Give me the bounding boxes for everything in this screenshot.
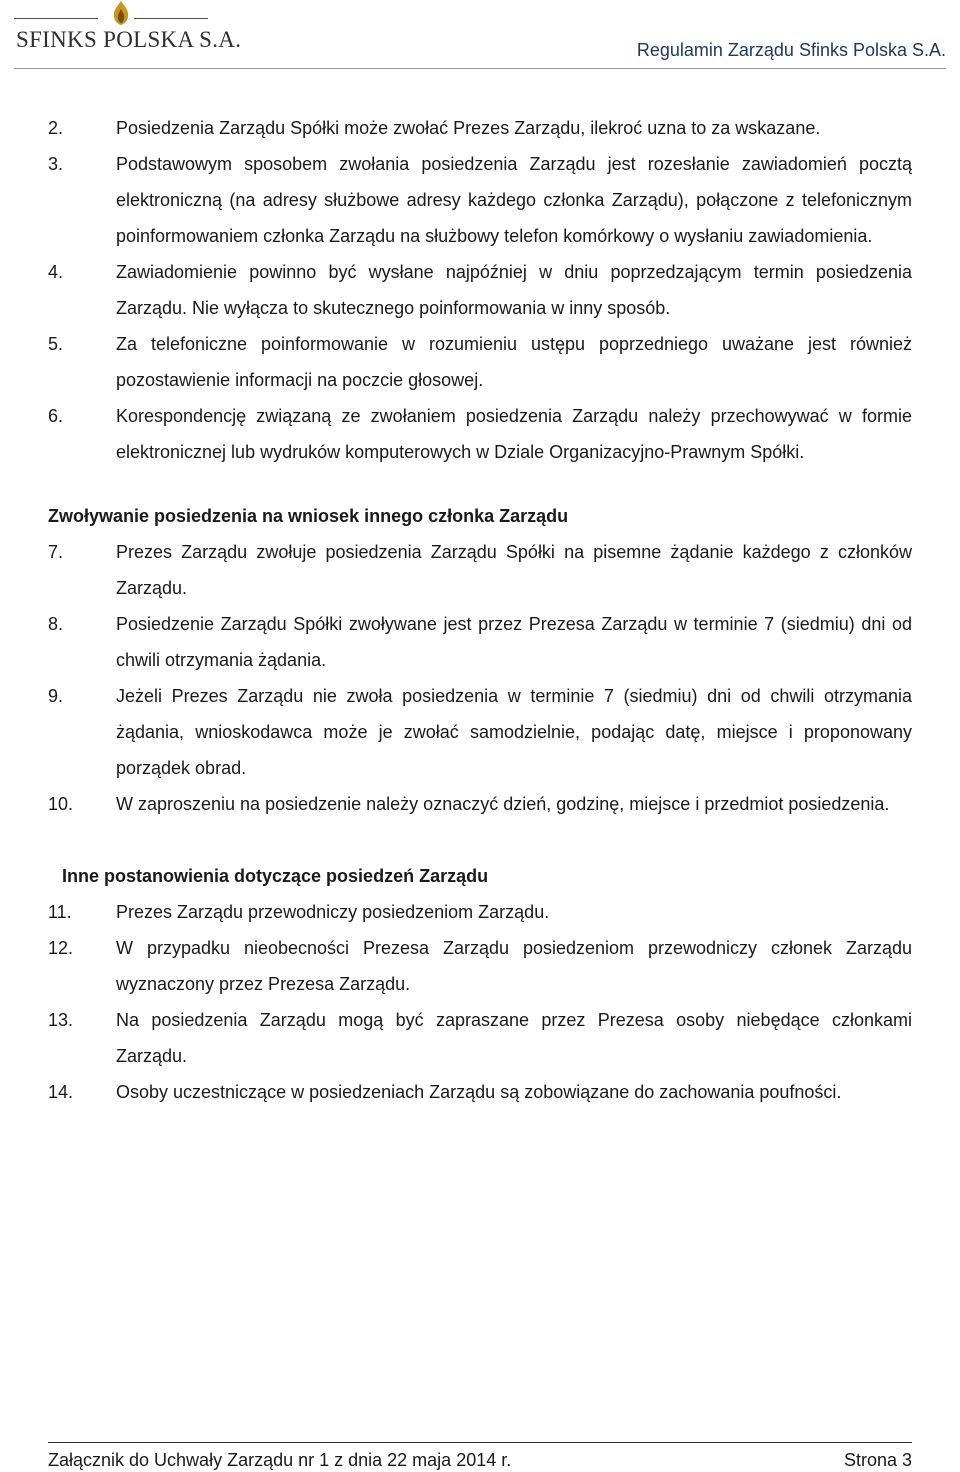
footer-divider (48, 1442, 912, 1443)
logo-text: SFINKS POLSKA S.A. (16, 27, 242, 52)
list-item (48, 894, 912, 930)
item-text: Posiedzenie Zarządu Spółki zwoływane jest przez Prezesa Zarządu w terminie 7 (siedmiu) dni od chwili otrzymania żądania. (116, 614, 912, 670)
item-number: 14. (48, 1082, 74, 1102)
item-text: W przypadku nieobecności Prezesa Zarządu posiedzeniom przewodniczy członek Zarządu wyznaczony przez Prezesa Zarządu. (116, 938, 912, 994)
item-number: 4. (48, 262, 64, 282)
item-number: 11. (48, 902, 72, 922)
item-text: Jeżeli Prezes Zarządu nie zwoła posiedzenia w terminie 7 (siedmiu) dni od chwili otrzymania żądania, wnioskodawca może je zwołać samodzielnie, podając datę, miejsce i proponowany porządek obrad. (116, 686, 912, 778)
item-number: 8. (48, 614, 64, 634)
item-number: 9. (48, 686, 64, 706)
list-item (48, 786, 912, 822)
item-number: 7. (48, 542, 64, 562)
page-number: Strona 3 (843, 1450, 912, 1470)
document-title: Regulamin Zarządu Sfinks Polska S.A. (636, 40, 946, 60)
list-item (48, 326, 912, 398)
section-list-b (48, 534, 912, 822)
item-text: Osoby uczestniczące w posiedzeniach Zarządu są zobowiązane do zachowania poufności. (116, 1082, 842, 1102)
item-text: Podstawowym sposobem zwołania posiedzenia Zarządu jest rozesłanie zawiadomień pocztą elektroniczną (na adresy służbowe adresy każdego członka Zarządu), połączone z telefonicznym poinformowaniem członka Zarządu na służbowy telefon komórkowy o wysłaniu zawiadomienia. (116, 154, 912, 246)
item-text: W zaproszeniu na posiedzenie należy oznaczyć dzień, godzinę, miejsce i przedmiot posiedzenia. (116, 794, 890, 814)
section-heading-other: Inne postanowienia dotyczące posiedzeń Zarządu (62, 866, 489, 886)
footer-attachment-note: Załącznik do Uchwały Zarządu nr 1 z dnia 22 maja 2014 r. (48, 1450, 512, 1470)
list-item (48, 678, 912, 786)
item-text: Za telefoniczne poinformowanie w rozumieniu ustępu poprzedniego uważane jest również pozostawienie informacji na poczcie głosowej. (116, 334, 912, 390)
item-number: 3. (48, 154, 64, 174)
list-item (48, 146, 912, 254)
list-item (48, 254, 912, 326)
page-header (0, 0, 960, 70)
logo-rule-right (134, 18, 208, 19)
list-item (48, 606, 912, 678)
section-list-c (48, 894, 912, 1110)
header-divider (14, 68, 946, 69)
item-text: Prezes Zarządu zwołuje posiedzenia Zarządu Spółki na pisemne żądanie każdego z członków Zarządu. (116, 542, 912, 598)
item-number: 6. (48, 406, 64, 426)
list-item (48, 1002, 912, 1074)
item-text: Prezes Zarządu przewodniczy posiedzeniom Zarządu. (116, 902, 550, 922)
item-number: 13. (48, 1010, 74, 1030)
item-text: Posiedzenia Zarządu Spółki może zwołać Prezes Zarządu, ilekroć uzna to za wskazane. (116, 118, 821, 138)
flame-icon (110, 0, 132, 26)
document-body (48, 110, 912, 1110)
list-item (48, 1074, 912, 1110)
list-item (48, 534, 912, 606)
list-item (48, 398, 912, 470)
item-number: 12. (48, 938, 74, 958)
page-footer (48, 1442, 912, 1472)
logo-rule-left (14, 18, 98, 19)
section-heading-convening: Zwoływanie posiedzenia na wniosek innego członka Zarządu (48, 506, 569, 526)
list-item (48, 110, 912, 146)
item-text: Zawiadomienie powinno być wysłane najpóźniej w dniu poprzedzającym termin posiedzenia Zarządu. Nie wyłącza to skutecznego poinformowania w inny sposób. (116, 262, 912, 318)
list-item (48, 930, 912, 1002)
item-number: 10. (48, 794, 74, 814)
item-number: 5. (48, 334, 64, 354)
section-list-a (48, 110, 912, 470)
item-text: Korespondencję związaną ze zwołaniem posiedzenia Zarządu należy przechowywać w formie elektronicznej lub wydruków komputerowych w Dziale Organizacyjno-Prawnym Spółki. (116, 406, 912, 462)
company-logo (14, 0, 242, 62)
item-number: 2. (48, 118, 64, 138)
item-text: Na posiedzenia Zarządu mogą być zapraszane przez Prezesa osoby niebędące członkami Zarządu. (116, 1010, 912, 1066)
